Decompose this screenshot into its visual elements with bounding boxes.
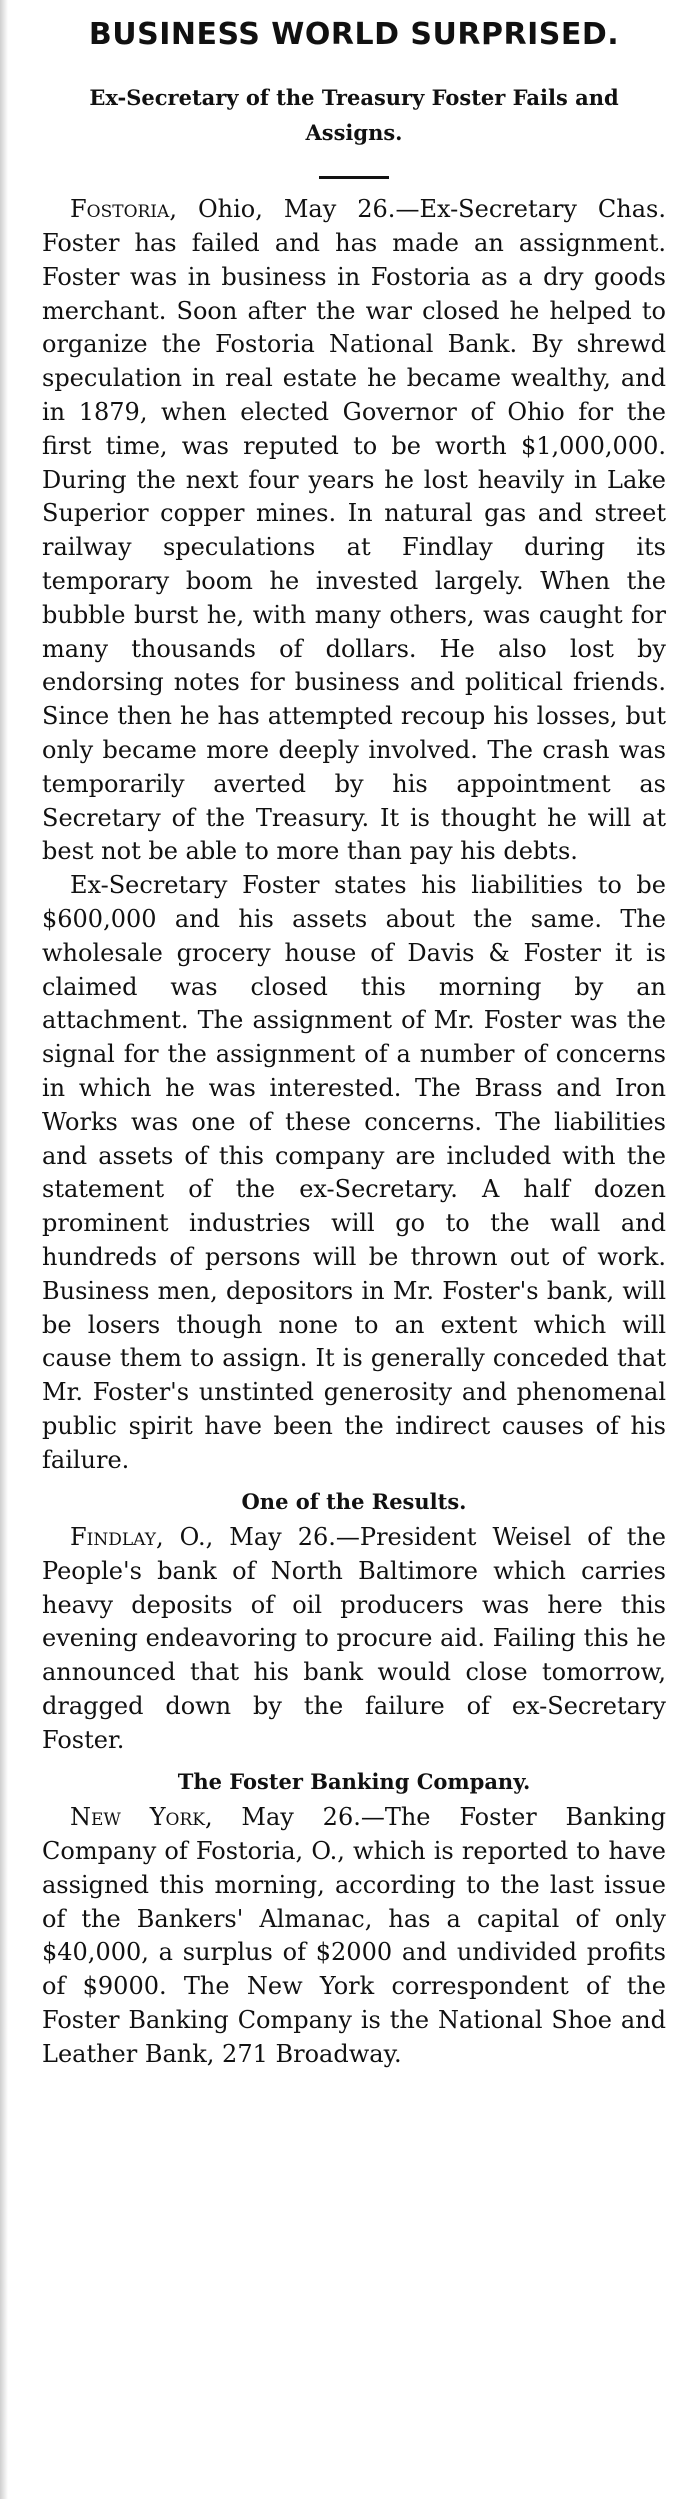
headline: BUSINESS WORLD SURPRISED. (88, 17, 620, 52)
subheadline: Ex-Secretary of the Treasury Foster Fails and Assigns. (89, 85, 619, 145)
paragraph-4-body: , May 26.—The Foster Banking Company of Fostoria, O., which is reported to have assigned this morning, according to the last issue of the Bankers' Almanac, has a capital of only $40,000, a surplus of $2000 and undivided profits of $9000. The New York correspondent of the Foster Banking Company is the National Shoe and Leather Bank, 271 Broadway. (42, 1803, 666, 2068)
paragraph-3-body: , O., May 26.—President Weisel of the People's bank of North Baltimore which carries heavy deposits of oil producers was here this evening endeavoring to procure aid. Failing this he announced that his bank would close tomorrow, dragged down by the failure of ex-Secretary Foster. (42, 1523, 666, 1754)
paragraph-2-body: Ex-Secretary Foster states his liabilities to be $600,000 and his assets about the same. The wholesale grocery house of Davis & Foster it is claimed was closed this morning by an attachment. The assignment of Mr. Foster was the signal for the assignment of a number of concerns in which he was interested. The Brass and Iron Works was one of these concerns. The liabilities and assets of this company are included with the statement of the ex-Secretary. A half dozen prominent industries will go to the wall and hundreds of persons will be thrown out of work. Business men, depositors in Mr. Foster's bank, will be losers though none to an extent which will cause them to assign. It is generally conceded that Mr. Foster's unstinted generosity and phenomenal public spirit have been the indirect causes of his failure. (42, 871, 666, 1474)
section-heading-results: One of the Results. (241, 1488, 467, 1514)
dateline-findlay: Findlay (70, 1523, 156, 1552)
article-paragraph-2 (42, 869, 666, 1477)
article-paragraph-1 (42, 193, 666, 869)
divider-rule (319, 176, 389, 179)
paragraph-1-body: , Ohio, May 26.—Ex-Secretary Chas. Foster has failed and has made an assignment. Foster was in business in Fostoria as a dry goods merchant. Soon after the war closed he helped to organize the Fostoria National Bank. By shrewd speculation in real estate he became wealthy, and in 1879, when elected Governor of Ohio for the first time, was reputed to be worth $1,000,000. During the next four years he lost heavily in Lake Superior copper mines. In natural gas and street railway speculations at Findlay during its temporary boom he invested largely. When the bubble burst he, with many others, was caught for many thousands of dollars. He also lost by endorsing notes for business and political friends. Since then he has attempted recoup his losses, but only became more deeply involved. The crash was temporarily averted by his appointment as Secretary of the Treasury. It is thought he will at best not be able to more than pay his debts. (42, 195, 666, 866)
dateline-fostoria: Fostoria (70, 195, 170, 224)
dateline-new-york: New York (70, 1803, 205, 1832)
article-paragraph-3 (42, 1521, 666, 1758)
article-paragraph-4 (42, 1801, 666, 2071)
section-heading-banking-company: The Foster Banking Company. (177, 1768, 531, 1794)
scan-edge-shadow (0, 0, 8, 2499)
